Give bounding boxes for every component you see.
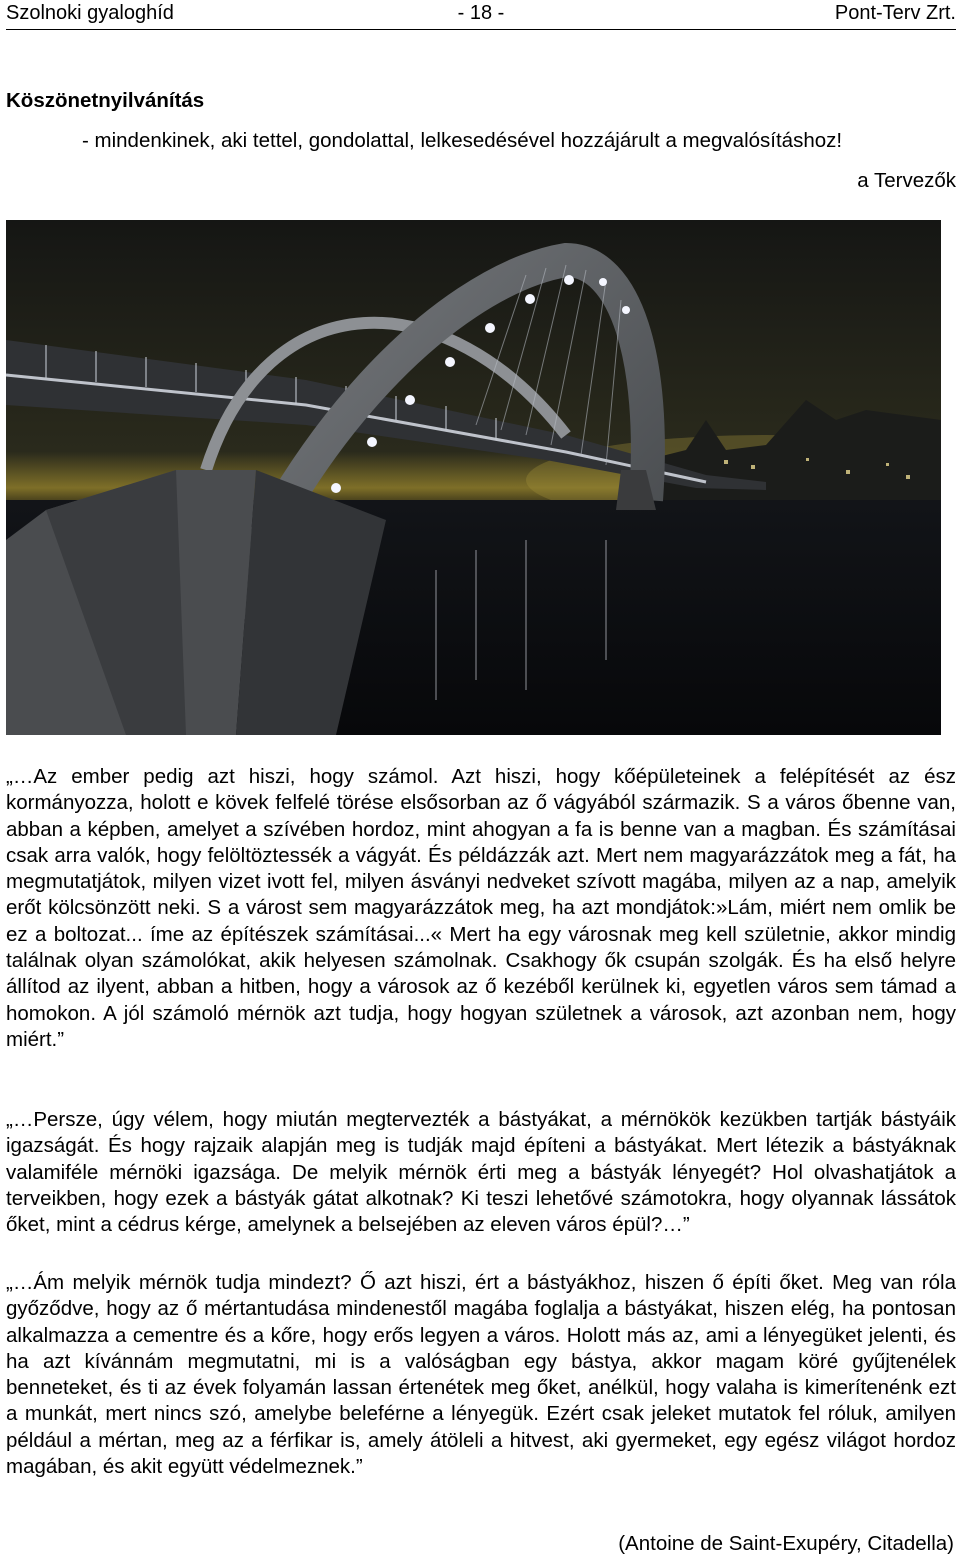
header-page-number: - 18 -: [457, 2, 505, 24]
quote-paragraph-1: „…Az ember pedig azt hiszi, hogy számol. Azt hiszi, hogy kőépületeinek a felépítését az ész kormányozza, holott e kövek felfelé törése elsősorban az ő vágyából származik. S a város őbenne van, abban a képben, amelyet a szívében hordoz, mint ahogyan a fa is benne van a magban. És számításai csak arra valók, hogy felöltöztessék a vágyát. És példázzák azt. Mert nem magyarázzátok meg a fát, ha megmutatjátok, milyen vizet ivott fel, milyen ásványi nedveket szívott magába, milyen az a nap, amelyik erőt kölcsönzött neki. S a várost sem magyarázzátok meg, ha azt mondjátok:»Lám, miért nem omlik be ez a boltozat... íme az építészek számításai...« Mert ha egy városnak meg kell születnie, akkor mindig találnak olyan számolókat, akik helyesen számolnak. Csakhogy ők csupán szolgák. És ha első helyre állítod az ilyent, abban a hitben, hogy a városok az ő kezéből kerülnek ki, egyetlen város sem támad a homokon. A jól számoló mérnök azt tudja, hogy hogyan születnek a városok, azt azonban nem, hogy miért.”: [6, 765, 956, 1051]
bridge-night-photo: [6, 220, 941, 735]
page-header: [6, 0, 956, 28]
acknowledgement-text: - mindenkinek, aki tettel, gondolattal, lelkesedésével hozzájárult a megvalósításhoz!: [82, 129, 843, 152]
quote-paragraph-3: „…Ám melyik mérnök tudja mindezt? Ő azt hiszi, ért a bástyákhoz, hiszen ő építi őket. Meg van róla győződve, hogy az ő mértantudása mindenestől magába foglalja a bástyákat, hiszen elég, ha pontosan alkalmazza a cementre és a kőre, hogy erős legyen a város. Holott más az, ami a lényegüket jelenti, és ha azt kívánnám megmutatni, mi is a valóságban egy bástya, akkor magam köré gyűjtenélek benneteket, és ti az évek folyamán lassan értenétek meg őket, anélkül, hogy valaha is kimerítenénk ezt a munkát, mert nincs szó, amelybe beleférne a lényegük. Ezért csak jeleket mutatok fel róluk, amilyen például a mértan, meg az a férfikar is, amely átöleli a hitvest, aki gyermeket, egy egész világot hordoz magában, és akit együtt védelmeznek.”: [6, 1271, 956, 1479]
header-company: Pont-Terv Zrt.: [834, 2, 956, 24]
header-divider: [6, 29, 956, 30]
section-heading: Köszönetnyilvánítás: [6, 89, 205, 112]
quote-paragraph-2: „…Persze, úgy vélem, hogy miután megtervezték a bástyákat, a mérnökök kezükben tartják bástyáik igazságát. És hogy rajzaik alapján meg is tudják majd építeni a bástyákat. Mert létezik a bástyáknak valamiféle mérnöki igazsága. De melyik mérnök érti meg a bástyák lényegét? Hol olvashatjátok a terveikben, hogy ezek a bástyák gátat alkotnak? Ki teszi lehetővé számotokra, hogy olyannak lássátok őket, mint a cédrus kérge, amelynek a belsejében az eleven város épül?…”: [6, 1108, 956, 1237]
signature: a Tervezők: [857, 169, 956, 192]
citation: (Antoine de Saint-Exupéry, Citadella): [618, 1532, 954, 1555]
header-document-title: Szolnoki gyaloghíd: [6, 2, 174, 24]
